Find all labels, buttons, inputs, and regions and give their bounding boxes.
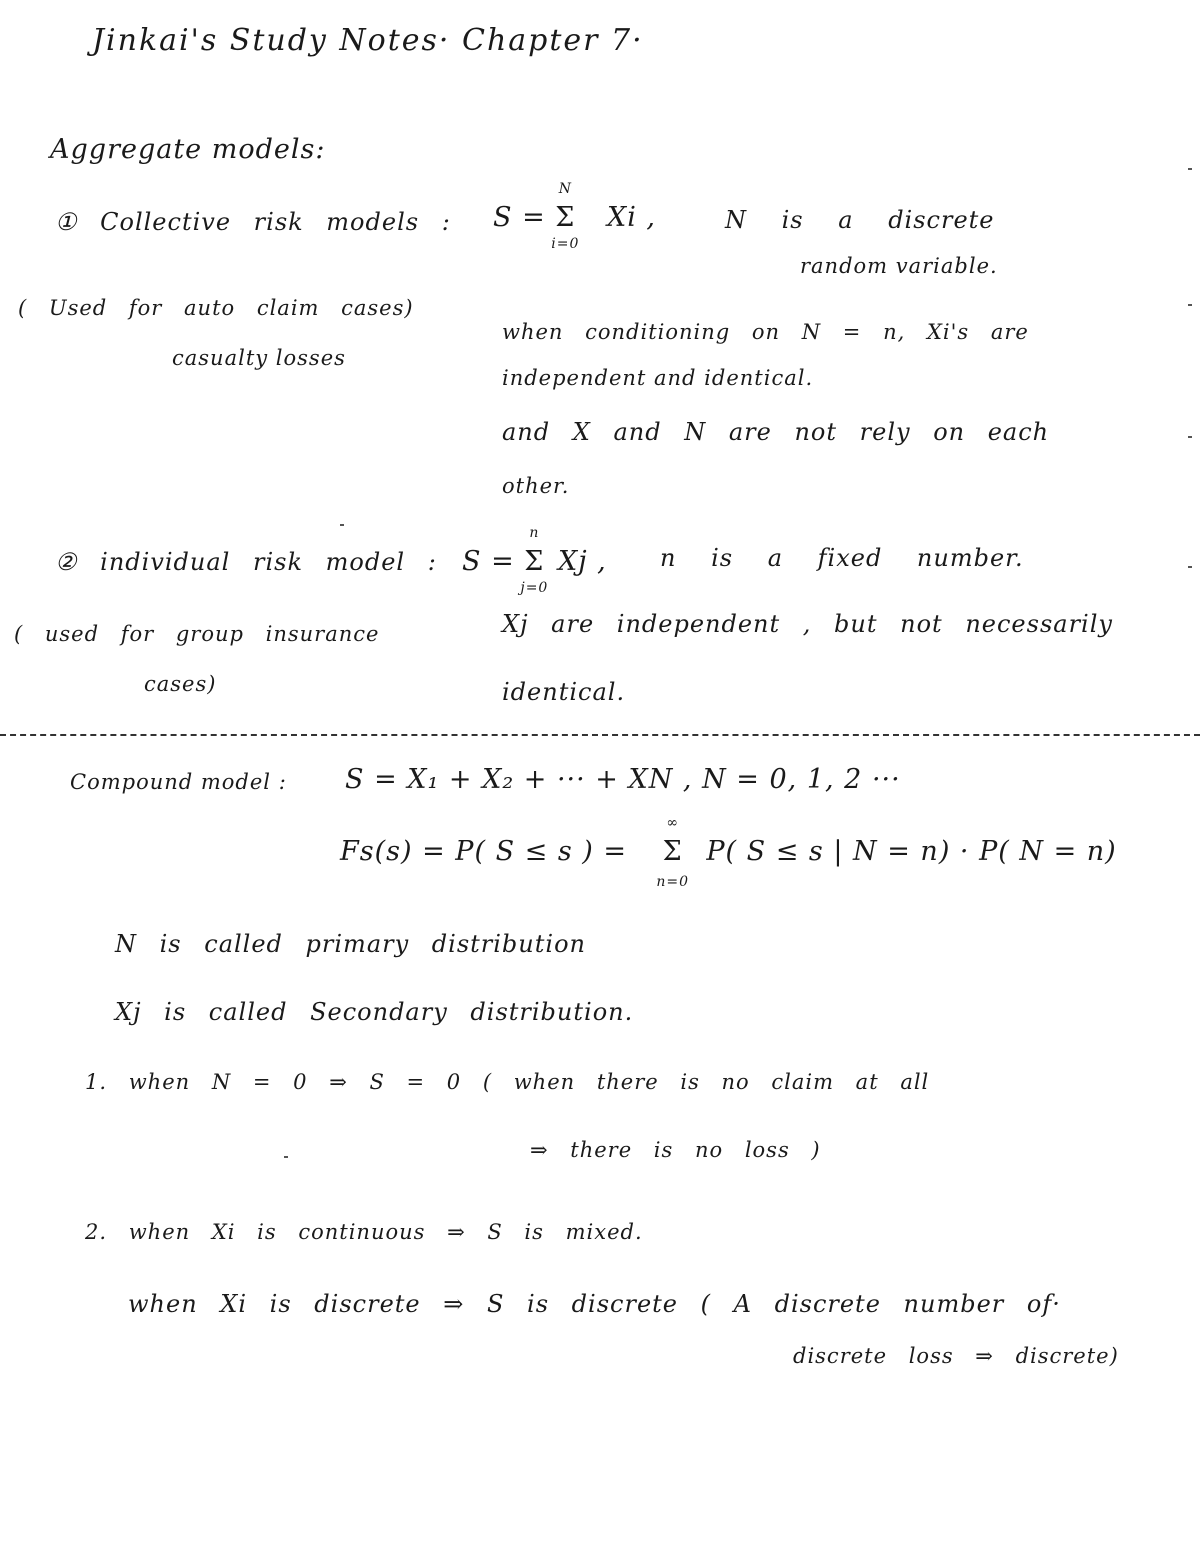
collective-formula: [493, 181, 657, 252]
collective-desc-line2: random variable.: [800, 254, 998, 278]
collective-cond-line2: independent and identical.: [502, 366, 814, 390]
sigma-upper-limit: n: [529, 525, 540, 541]
margin-mark: [1188, 566, 1192, 568]
margin-mark: [1188, 304, 1192, 306]
case2-line1: 2. when Xi is continuous ⇒ S is mixed.: [85, 1220, 643, 1244]
page-title: Jinkai's Study Notes· Chapter 7·: [92, 23, 644, 58]
case2-line3: discrete loss ⇒ discrete): [793, 1344, 1119, 1368]
individual-indep-line2: identical.: [502, 678, 626, 706]
sigma-lower-limit: i=0: [551, 236, 580, 252]
stray-mark: [340, 524, 344, 526]
individual-indep-line1: Xj are independent , but not necessarily: [502, 610, 1113, 638]
individual-label: ② individual risk model :: [55, 548, 437, 576]
cdf-lhs: Fs(s) = P( S ≤ s ) =: [340, 836, 628, 867]
case2-line2: when Xi is discrete ⇒ S is discrete ( A discrete number of·: [128, 1290, 1061, 1318]
stray-mark: [284, 1156, 288, 1158]
secondary-distribution-note: Xj is called Secondary distribution.: [115, 998, 634, 1026]
section-heading-aggregate: Aggregate models:: [50, 134, 326, 165]
sigma-symbol: Σ n j=0: [520, 525, 549, 596]
compound-label: Compound model :: [70, 770, 287, 794]
sigma-lower-limit: n=0: [656, 874, 690, 890]
collective-desc-line1: N is a discrete: [725, 206, 995, 234]
collective-use-note-2: casualty losses: [172, 346, 346, 370]
sigma-symbol: Σ N i=0: [551, 181, 580, 252]
cdf-rhs: P( S ≤ s | N = n) · P( N = n): [706, 836, 1117, 867]
collective-label: ① Collective risk models :: [55, 208, 451, 236]
sigma-upper-limit: N: [558, 181, 572, 197]
collective-use-note: ( Used for auto claim cases): [18, 296, 414, 320]
individual-formula-term: Xj ,: [557, 546, 607, 577]
collective-formula-term: Xi ,: [606, 202, 657, 233]
individual-use-note-2: cases): [144, 672, 217, 696]
individual-use-note: ( used for group insurance: [14, 622, 380, 646]
compound-formula: S = X₁ + X₂ + ··· + XN , N = 0, 1, 2 ···: [345, 764, 901, 795]
sigma-symbol: Σ ∞ n=0: [656, 815, 690, 890]
collective-cond-line4: other.: [502, 474, 570, 498]
sigma-lower-limit: j=0: [520, 580, 549, 596]
case1-line2: ⇒ there is no loss ): [530, 1138, 821, 1162]
collective-formula-lhs: S =: [493, 202, 546, 233]
primary-distribution-note: N is called primary distribution: [115, 930, 586, 958]
collective-cond-line3: and X and N are not rely on each: [502, 418, 1050, 446]
case1-line1: 1. when N = 0 ⇒ S = 0 ( when there is no claim at all: [85, 1070, 930, 1094]
cdf-formula: [340, 815, 1117, 890]
individual-formula: [462, 525, 607, 596]
section-divider: [0, 734, 1200, 736]
collective-cond-line1: when conditioning on N = n, Xi's are: [502, 320, 1029, 344]
sigma-upper-limit: ∞: [666, 815, 680, 831]
individual-desc: n is a fixed number.: [660, 544, 1024, 572]
margin-mark: [1188, 168, 1192, 170]
individual-formula-lhs: S =: [462, 546, 515, 577]
margin-mark: [1188, 436, 1192, 438]
